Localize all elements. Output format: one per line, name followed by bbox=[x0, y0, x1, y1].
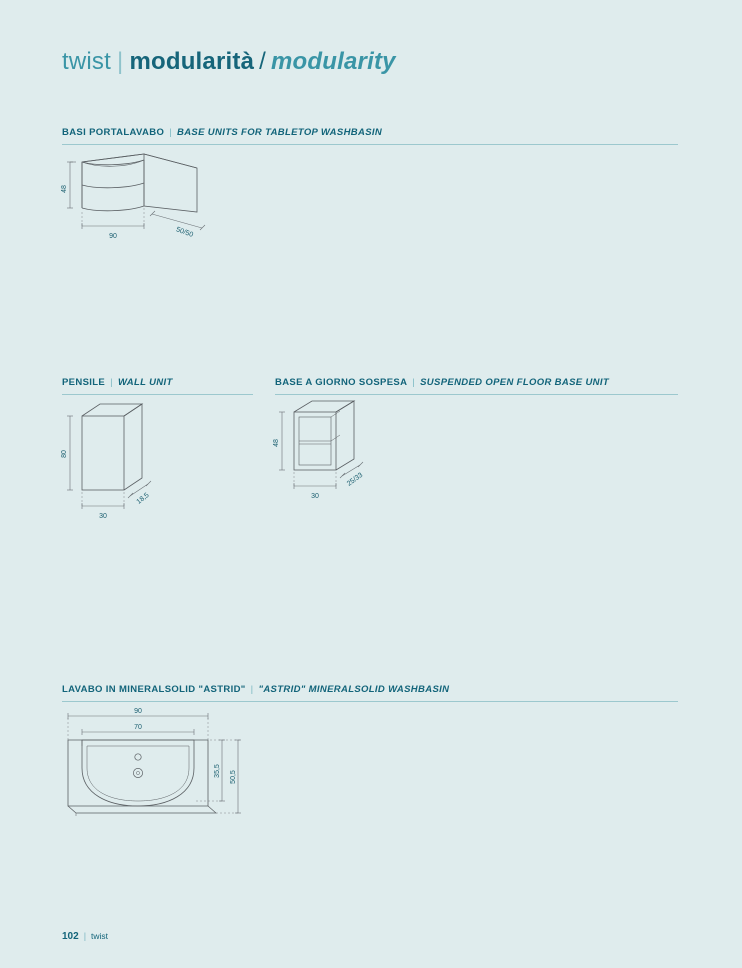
section-label-italian: LAVABO IN MINERALSOLID "ASTRID" bbox=[62, 684, 246, 695]
dim-outer-width: 90 bbox=[134, 708, 142, 715]
section-heading bbox=[62, 684, 678, 696]
section-basi-portalavabo bbox=[62, 127, 678, 145]
dim-inner-width: 70 bbox=[134, 724, 142, 731]
page-footer bbox=[62, 931, 108, 942]
section-label-italian: BASE A GIORNO SOSPESA bbox=[275, 377, 408, 388]
dim-height: 48 bbox=[273, 439, 280, 447]
section-divider bbox=[275, 394, 678, 395]
dim-width: 30 bbox=[311, 493, 319, 500]
section-divider bbox=[62, 144, 678, 145]
section-separator: | bbox=[412, 377, 416, 388]
page-title-english: modularity bbox=[271, 48, 396, 75]
section-heading bbox=[62, 377, 253, 389]
footer-separator: | bbox=[83, 931, 87, 941]
page-title-separator: | bbox=[117, 48, 124, 75]
section-label-english: WALL UNIT bbox=[117, 377, 173, 388]
page-title-italian: modularità bbox=[129, 48, 255, 75]
page-title-slash: / bbox=[259, 48, 266, 75]
section-heading bbox=[62, 127, 678, 139]
drawing-pensile bbox=[56, 398, 236, 533]
section-pensile bbox=[62, 377, 253, 395]
dim-depth: 50/50 bbox=[175, 226, 194, 239]
dim-depth: 25/33 bbox=[345, 471, 365, 488]
drawing-lavabo-astrid bbox=[56, 706, 296, 831]
dim-height: 48 bbox=[61, 185, 68, 193]
section-label-italian: BASI PORTALAVABO bbox=[62, 127, 165, 138]
drawing-basi-portalavabo bbox=[56, 150, 286, 260]
section-label-english: SUSPENDED OPEN FLOOR BASE UNIT bbox=[420, 377, 610, 388]
section-separator: | bbox=[110, 377, 113, 388]
section-heading bbox=[275, 377, 678, 389]
section-separator: | bbox=[169, 127, 173, 138]
dim-width: 30 bbox=[99, 513, 107, 520]
dim-height: 80 bbox=[61, 450, 68, 458]
section-divider bbox=[62, 701, 678, 702]
section-label-english: "ASTRID" MINERALSOLID WASHBASIN bbox=[258, 684, 450, 695]
section-lavabo-astrid bbox=[62, 684, 678, 702]
dim-depth: 18,5 bbox=[135, 491, 151, 506]
section-base-a-giorno-sospesa bbox=[275, 377, 678, 395]
section-divider bbox=[62, 394, 253, 395]
page-title bbox=[62, 48, 396, 76]
dim-outer-depth: 50,5 bbox=[230, 770, 237, 784]
dim-width: 90 bbox=[109, 233, 117, 240]
page-number: 102 bbox=[62, 931, 79, 942]
dim-inner-depth: 35,5 bbox=[214, 764, 221, 778]
section-label-english: BASE UNITS FOR TABLETOP WASHBASIN bbox=[177, 127, 383, 138]
drawing-base-a-giorno bbox=[268, 398, 448, 513]
page-title-brand: twist bbox=[62, 48, 111, 75]
section-separator: | bbox=[250, 684, 254, 695]
footer-collection-name: twist bbox=[91, 931, 109, 941]
section-label-italian: PENSILE bbox=[62, 377, 106, 388]
